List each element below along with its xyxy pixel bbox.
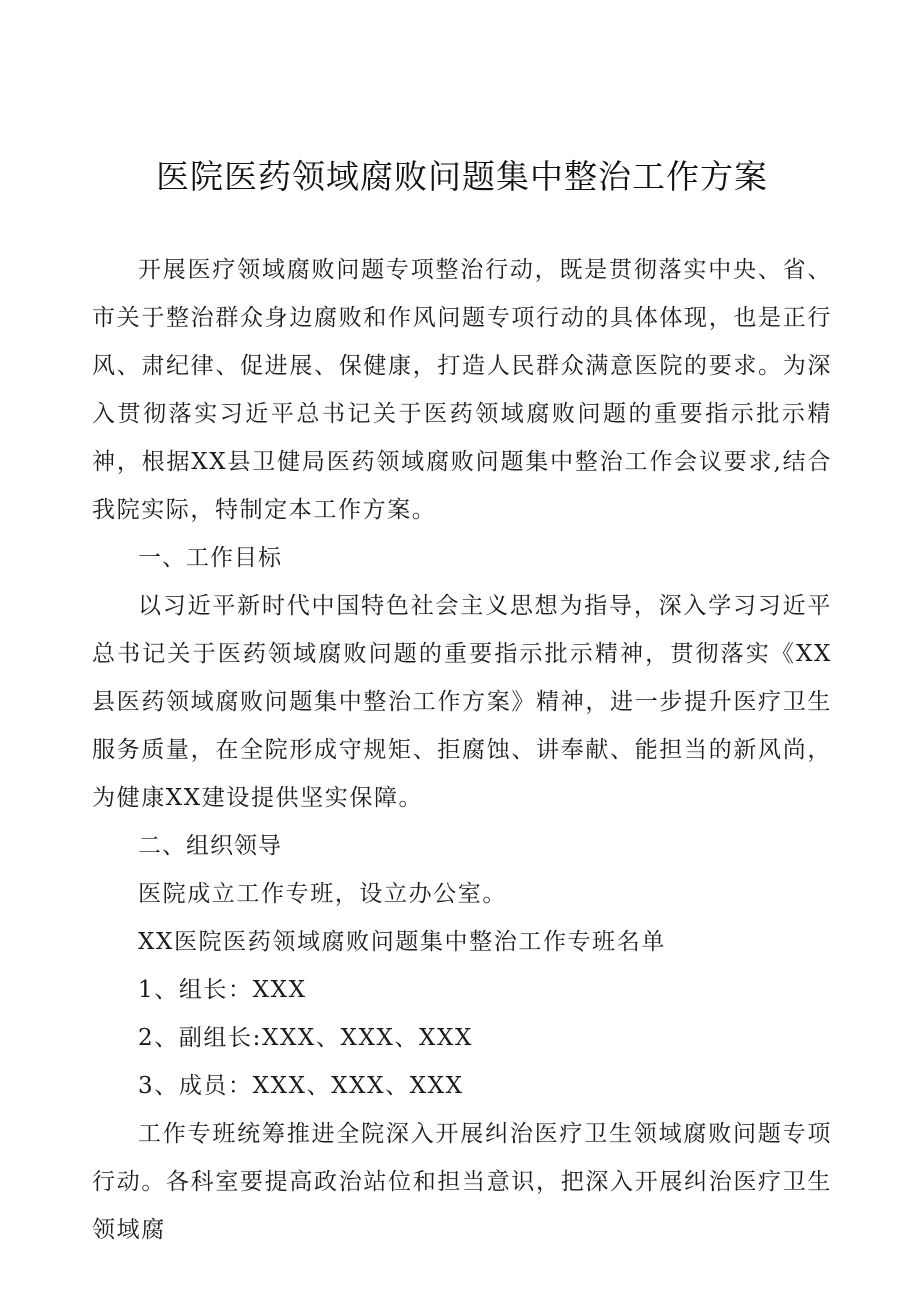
roster-item-members: 3、成员：XXX、XXX、XXX [138, 1073, 464, 1099]
document-title: 医院医药领域腐败问题集中整治工作方案 [156, 157, 768, 196]
organization-paragraph: 医院成立工作专班，设立办公室。 [138, 881, 507, 907]
roster-item-deputy: 2、副组长:XXX、XXX、XXX [138, 1025, 473, 1051]
roster-title: XX医院医药领域腐败问题集中整治工作专班名单 [138, 929, 666, 955]
goals-paragraph: 以习近平新时代中国特色社会主义思想为指导，深入学习习近平总书记关于医药领域腐败问题的重要指示批示精神，贯彻落实《XX县医药领域腐败问题集中整治工作方案》精神，进一步提升医疗卫生服务质量，在全院形成守规矩、拒腐蚀、讲奉献、能担当的新风尚，为健康XX建设提供坚实保障。 [92, 593, 832, 811]
roster-item-leader: 1、组长：XXX [138, 977, 307, 1003]
intro-paragraph: 开展医疗领域腐败问题专项整治行动，既是贯彻落实中央、省、市关于整治群众身边腐败和作风问题专项行动的具体体现，也是正行风、肃纪律、促进展、保健康，打造人民群众满意医院的要求。为深入贯彻落实习近平总书记关于医药领域腐败问题的重要指示批示精神，根据XX县卫健局医药领域腐败问题集中整治工作会议要求,结合我院实际，特制定本工作方案。 [92, 257, 832, 523]
task-force-paragraph: 工作专班统筹推进全院深入开展纠治医疗卫生领域腐败问题专项行动。各科室要提高政治站位和担当意识，把深入开展纠治医疗卫生领域腐 [92, 1121, 832, 1243]
section-heading-organization: 二、组织领导 [138, 833, 282, 859]
document-body [92, 246, 832, 1254]
section-heading-goals: 一、工作目标 [138, 545, 282, 571]
